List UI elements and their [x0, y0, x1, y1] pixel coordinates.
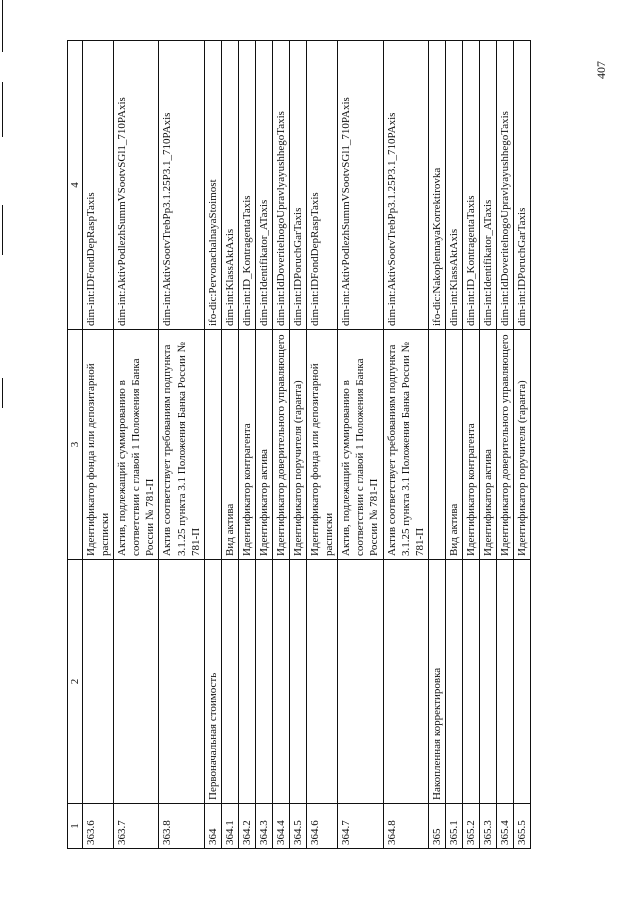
item-name-cell — [514, 560, 531, 804]
row-number-cell: 365.1 — [445, 804, 462, 849]
identifier-cell: dim-int:IDFondDepRaspTaxis — [307, 41, 338, 330]
table-row — [290, 41, 307, 849]
table-row — [514, 41, 531, 849]
table-row — [480, 41, 497, 849]
identifier-cell: dim-int:IDFondDepRaspTaxis — [83, 41, 114, 330]
item-name-cell — [497, 560, 514, 804]
table-body — [83, 41, 531, 849]
table-row — [238, 41, 255, 849]
column-header: 3 — [68, 330, 83, 560]
row-number-cell: 364.4 — [273, 804, 290, 849]
identifier-cell: dim-int:IDPoruchGarTaxis — [514, 41, 531, 330]
column-header: 1 — [68, 804, 83, 849]
item-name-cell — [307, 560, 338, 804]
table-row — [497, 41, 514, 849]
table-row — [338, 41, 383, 849]
row-number-cell: 363.6 — [83, 804, 114, 849]
row-number-cell: 365.4 — [497, 804, 514, 849]
row-number-cell: 364 — [204, 804, 221, 849]
page-number: 407 — [594, 61, 608, 79]
identifier-cell: dim-int:ID_KontragentaTaxis — [238, 41, 255, 330]
dimension-description-cell: Идентификатор фонда или депозитарной расписки — [83, 330, 114, 560]
item-name-cell — [480, 560, 497, 804]
row-number-cell: 364.8 — [383, 804, 428, 849]
table-row — [307, 41, 338, 849]
item-name-cell — [255, 560, 272, 804]
table-row — [255, 41, 272, 849]
column-header: 4 — [68, 41, 83, 330]
identifier-cell: dim-int:AktivSootvTrebPp3.1.25P3.1_710PAxis — [159, 41, 204, 330]
dimension-description-cell: Идентификатор фонда или депозитарной расписки — [307, 330, 338, 560]
dimension-description-cell: Вид актива — [221, 330, 238, 560]
table-row — [428, 41, 445, 849]
item-name-cell — [383, 560, 428, 804]
dimension-description-cell: Актив соответствует требованиям подпункта 3.1.25 пункта 3.1 Положения Банка России № 781-П — [159, 330, 204, 560]
row-number-cell: 364.7 — [338, 804, 383, 849]
identifier-cell: dim-int:IDPoruchGarTaxis — [290, 41, 307, 330]
data-table — [67, 40, 531, 849]
row-number-cell: 364.6 — [307, 804, 338, 849]
row-number-cell: 365.3 — [480, 804, 497, 849]
table-row — [114, 41, 159, 849]
dimension-description-cell: Идентификатор актива — [480, 330, 497, 560]
table-row — [445, 41, 462, 849]
identifier-cell: dim-int:IdDoveritelnogoUpravlyayushhegoTaxis — [497, 41, 514, 330]
item-name-cell — [273, 560, 290, 804]
row-number-cell: 364.3 — [255, 804, 272, 849]
item-name-cell — [445, 560, 462, 804]
identifier-cell: ifo-dic:PervonachalnayaStoimost — [204, 41, 221, 330]
table-row — [273, 41, 290, 849]
item-name-cell — [462, 560, 479, 804]
identifier-cell: dim-int:AktivPodlezhSummVSootvSGl1_710PAxis — [114, 41, 159, 330]
row-number-cell: 365 — [428, 804, 445, 849]
dimension-description-cell: Актив, подлежащий суммированию в соответствии с главой 1 Положения Банка России № 781-П — [338, 330, 383, 560]
row-number-cell: 363.8 — [159, 804, 204, 849]
row-number-cell: 364.5 — [290, 804, 307, 849]
row-number-cell: 365.5 — [514, 804, 531, 849]
dimension-description-cell: Актив, подлежащий суммированию в соответствии с главой 1 Положения Банка России № 781-П — [114, 330, 159, 560]
identifier-cell: dim-int:KlassAktAxis — [221, 41, 238, 330]
header-row — [68, 41, 83, 849]
dimension-description-cell: Идентификатор поручителя (гаранта) — [290, 330, 307, 560]
identifier-cell: dim-int:IdDoveritelnogoUpravlyayushhegoTaxis — [273, 41, 290, 330]
item-name-cell — [83, 560, 114, 804]
table-row — [221, 41, 238, 849]
identifier-cell: dim-int:ID_KontragentaTaxis — [462, 41, 479, 330]
identifier-cell: dim-int:Identifikator_ATaxis — [480, 41, 497, 330]
row-number-cell: 363.7 — [114, 804, 159, 849]
table-row — [204, 41, 221, 849]
dimension-description-cell: Актив соответствует требованиям подпункта 3.1.25 пункта 3.1 Положения Банка России № 781-П — [383, 330, 428, 560]
table-row — [159, 41, 204, 849]
table-row — [83, 41, 114, 849]
dimension-description-cell: Идентификатор актива — [255, 330, 272, 560]
table-row — [383, 41, 428, 849]
dimension-description-cell: Вид актива — [445, 330, 462, 560]
identifier-cell: dim-int:Identifikator_ATaxis — [255, 41, 272, 330]
item-name-cell — [114, 560, 159, 804]
dimension-description-cell: Идентификатор контрагента — [462, 330, 479, 560]
dimension-description-cell — [204, 330, 221, 560]
item-name-cell — [221, 560, 238, 804]
row-number-cell: 364.2 — [238, 804, 255, 849]
dimension-description-cell: Идентификатор доверительного управляющего — [273, 330, 290, 560]
item-name-cell — [290, 560, 307, 804]
dimension-description-cell: Идентификатор контрагента — [238, 330, 255, 560]
column-header: 2 — [68, 560, 83, 804]
identifier-cell: dim-int:AktivSootvTrebPp3.1.25P3.1_710PAxis — [383, 41, 428, 330]
dimension-description-cell: Идентификатор доверительного управляющего — [497, 330, 514, 560]
row-number-cell: 364.1 — [221, 804, 238, 849]
item-name-cell — [338, 560, 383, 804]
identifier-cell: dim-int:KlassAktAxis — [445, 41, 462, 330]
dimension-description-cell: Идентификатор поручителя (гаранта) — [514, 330, 531, 560]
table-row — [462, 41, 479, 849]
dimension-description-cell — [428, 330, 445, 560]
item-name-cell: Накопленная корректировка — [428, 560, 445, 804]
identifier-cell: ifo-dic:NakoplennayaKorrektirovka — [428, 41, 445, 330]
row-number-cell: 365.2 — [462, 804, 479, 849]
item-name-cell — [238, 560, 255, 804]
identifier-cell: dim-int:AktivPodlezhSummVSootvSGl1_710PAxis — [338, 41, 383, 330]
item-name-cell: Первоначальная стоимость — [204, 560, 221, 804]
item-name-cell — [159, 560, 204, 804]
